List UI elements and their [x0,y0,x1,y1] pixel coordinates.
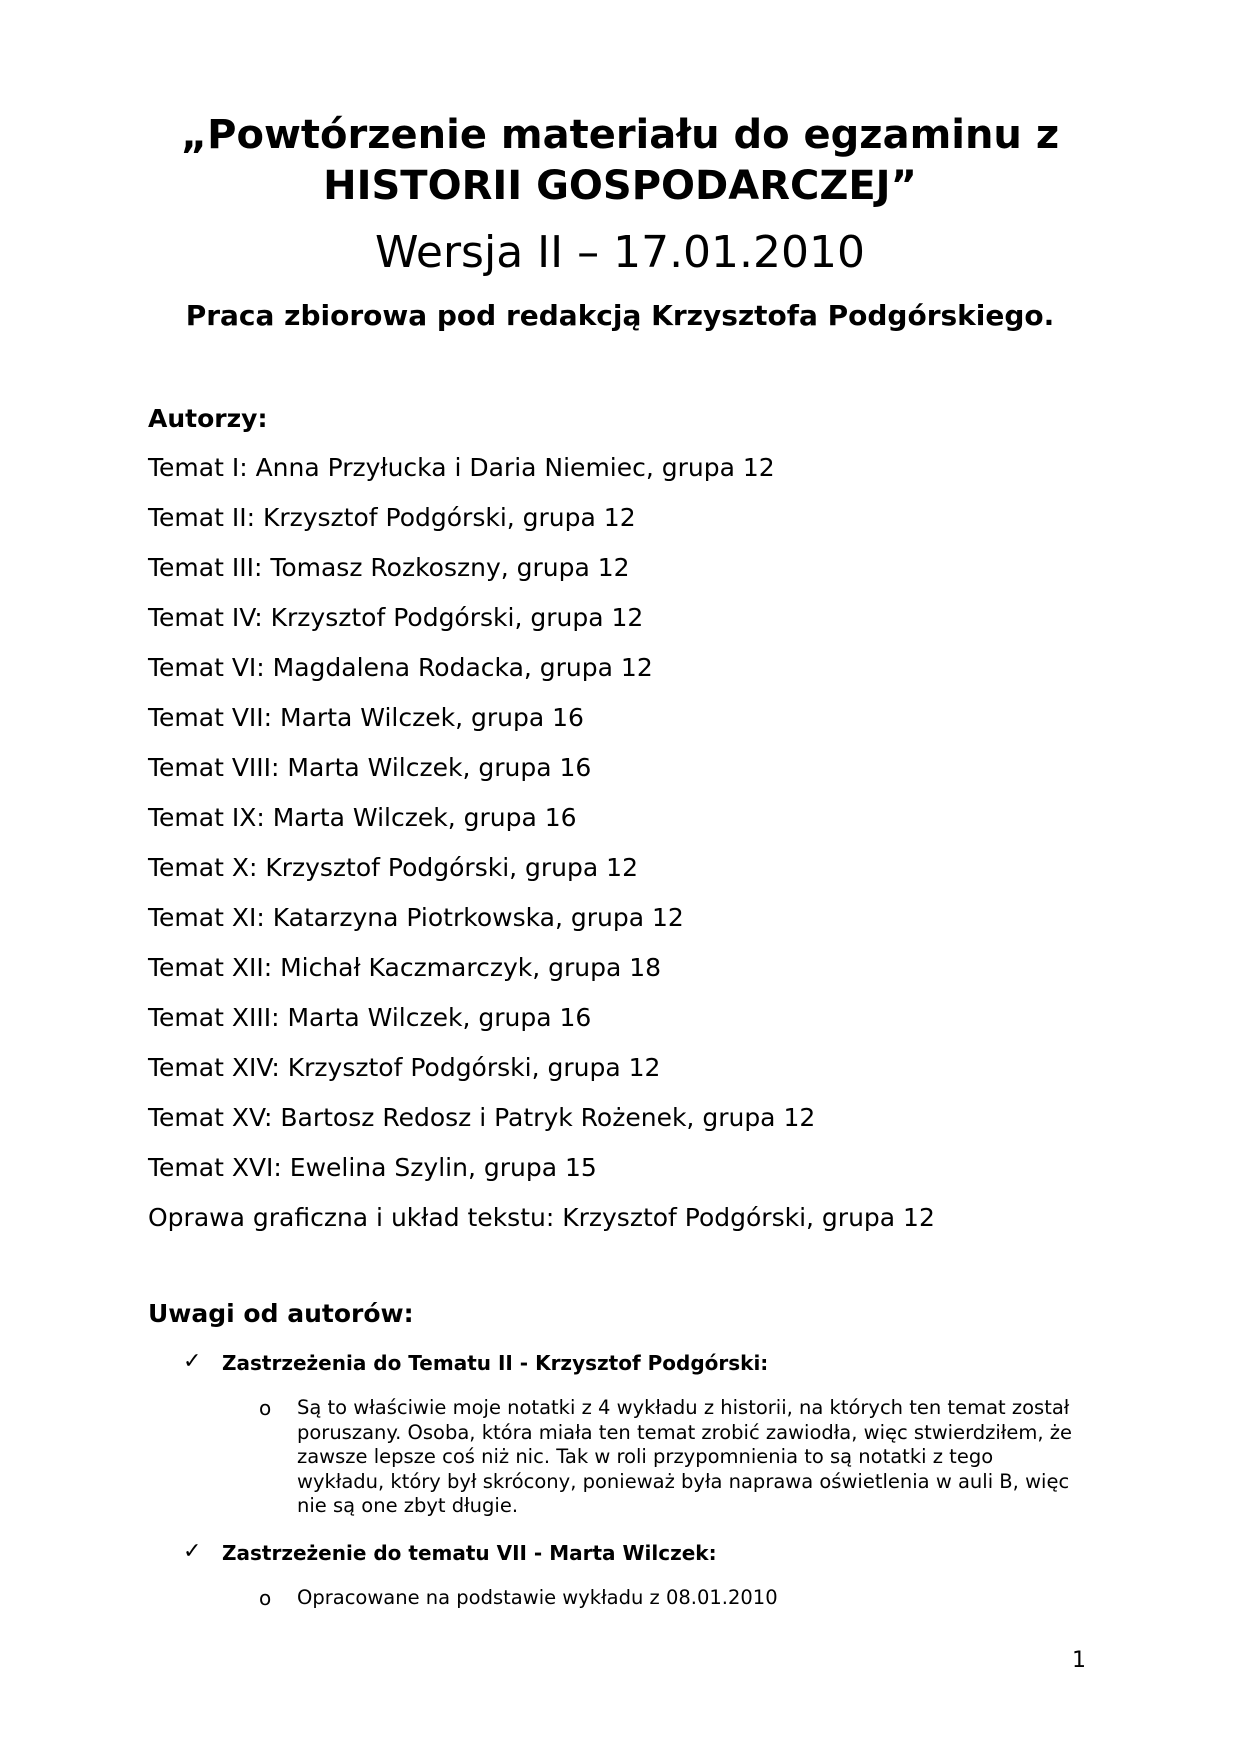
remark-note: Opracowane na podstawie wykładu z 08.01.2010 [297,1586,778,1609]
author-item: Temat III: Tomasz Rozkoszny, grupa 12 [148,553,630,582]
editor-line: Praca zbiorowa pod redakcją Krzysztofa Podgórskiego. [185,299,1055,332]
page-number: 1 [1072,1648,1086,1673]
author-item: Temat XI: Katarzyna Piotrkowska, grupa 12 [148,903,684,932]
version-line: Wersja II – 17.01.2010 [374,227,866,278]
checkmark-icon: ✓ [183,1349,202,1374]
author-item: Temat XV: Bartosz Redosz i Patryk Rożenek, grupa 12 [148,1103,816,1132]
author-item: Temat XIII: Marta Wilczek, grupa 16 [148,1003,592,1032]
author-item: Temat VIII: Marta Wilczek, grupa 16 [148,753,592,782]
author-item: Temat IV: Krzysztof Podgórski, grupa 12 [148,603,644,632]
authors-list [148,452,935,1252]
author-item: Oprawa graficzna i układ tekstu: Krzysztof Podgórski, grupa 12 [148,1203,935,1232]
remark-title: Zastrzeżenie do tematu VII - Marta Wilczek: [222,1541,717,1565]
author-item: Temat II: Krzysztof Podgórski, grupa 12 [148,503,636,532]
author-item: Temat XIV: Krzysztof Podgórski, grupa 12 [148,1053,661,1082]
document-title [100,110,1140,212]
remark-note: Są to właściwie moje notatki z 4 wykładu z historii, na których ten temat został poruszany. Osoba, która miała ten temat zrobić zawiodła, więc stwierdziłem, że zawsze lepsze coś niż nic. Tak w roli przypomnienia to są notatki z tego wykładu, który był skrócony, ponieważ była naprawa oświetlenia w auli B, więc nie są one zbyt długie. [297,1396,1072,1517]
author-item: Temat VII: Marta Wilczek, grupa 16 [148,703,584,732]
title-line-1: „Powtórzenie materiału do egzaminu z [180,112,1060,158]
title-line-2: HISTORII GOSPODARCZEJ” [323,163,917,209]
bullet-icon: o [259,1396,272,1420]
author-item: Temat VI: Magdalena Rodacka, grupa 12 [148,653,653,682]
authors-heading: Autorzy: [148,404,268,433]
remarks-heading: Uwagi od autorów: [148,1299,414,1328]
bullet-icon: o [259,1586,272,1610]
author-item: Temat XVI: Ewelina Szylin, grupa 15 [148,1153,597,1182]
checkmark-icon: ✓ [183,1539,202,1564]
author-item: Temat X: Krzysztof Podgórski, grupa 12 [148,853,638,882]
remark-title: Zastrzeżenia do Tematu II - Krzysztof Podgórski: [222,1351,769,1375]
author-item: Temat IX: Marta Wilczek, grupa 16 [148,803,577,832]
author-item: Temat XII: Michał Kaczmarczyk, grupa 18 [148,953,662,982]
author-item: Temat I: Anna Przyłucka i Daria Niemiec, grupa 12 [148,453,775,482]
